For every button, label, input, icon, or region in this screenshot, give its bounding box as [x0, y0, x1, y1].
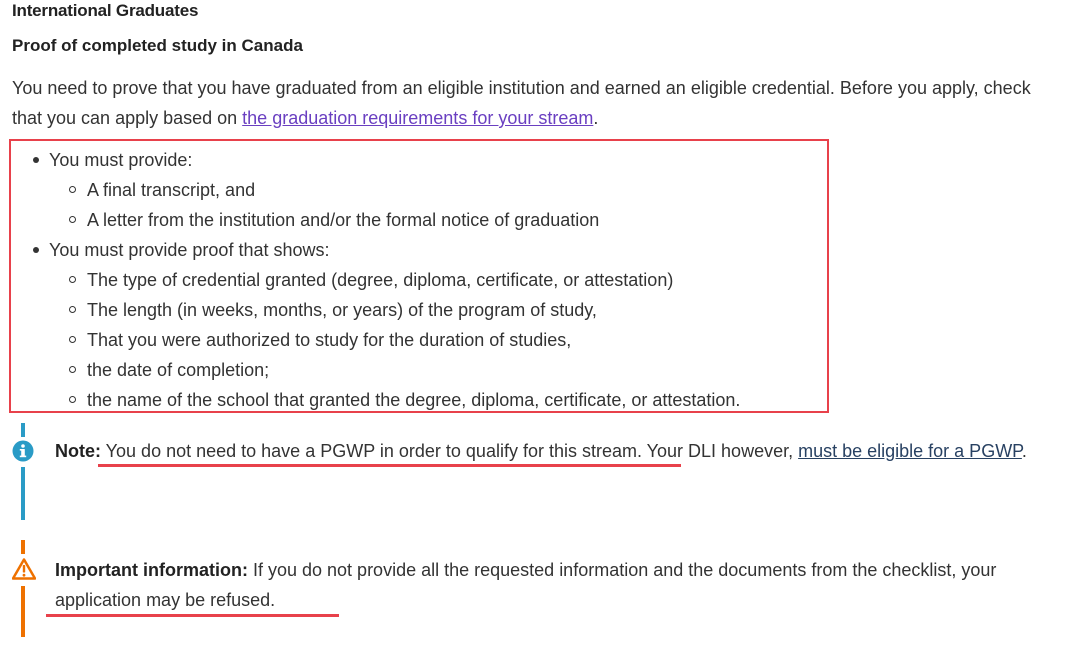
note-text-end: .	[1021, 441, 1027, 461]
list-item-label: You must provide proof that shows:	[49, 240, 330, 260]
intro-text-end: .	[593, 108, 599, 128]
important-bar-top	[21, 540, 25, 554]
important-bar-bottom	[21, 586, 25, 637]
sub-list-item: A letter from the institution and/or the formal notice of graduation	[49, 205, 740, 235]
pgwp-eligibility-link[interactable]: must be eligible for a PGWP	[798, 441, 1022, 461]
sub-list-item: the date of completion;	[49, 355, 740, 385]
important-body: If you do not provide all the requested information and the documents from the checklist, your application may be refused.	[55, 560, 997, 610]
intro-text: You need to prove that you have graduated from an eligible institution and earned an eligible credential. Before you apply, check that you can apply based on	[12, 78, 1031, 128]
sub-list	[49, 265, 740, 415]
list-item	[11, 235, 740, 415]
important-alert	[12, 540, 1052, 637]
important-text	[55, 555, 1045, 615]
warning-icon	[12, 558, 34, 580]
graduation-requirements-link[interactable]: the graduation requirements for your stream	[242, 108, 594, 128]
note-bar-bottom	[21, 467, 25, 520]
requirements-list	[11, 145, 740, 415]
sub-title: Proof of completed study in Canada	[12, 36, 303, 55]
section-title: International Graduates	[12, 1, 199, 20]
note-label: Note:	[55, 441, 101, 461]
sub-list-item: The type of credential granted (degree, diploma, certificate, or attestation)	[49, 265, 740, 295]
list-item	[11, 145, 740, 235]
sub-list-item: A final transcript, and	[49, 175, 740, 205]
note-highlight-underline	[98, 464, 681, 467]
note-text	[55, 436, 1045, 466]
sub-list-item: The length (in weeks, months, or years) of the program of study,	[49, 295, 740, 325]
note-alert	[12, 423, 1052, 520]
info-icon	[12, 440, 34, 462]
important-highlight-underline	[46, 614, 339, 617]
note-body: You do not need to have a PGWP in order to qualify for this stream. Your DLI however,	[101, 441, 799, 461]
sub-list-item: the name of the school that granted the degree, diploma, certificate, or attestation.	[49, 385, 740, 415]
intro-paragraph	[12, 73, 1032, 133]
note-bar-top	[21, 423, 25, 437]
list-item-label: You must provide:	[49, 150, 193, 170]
requirements-highlight-box	[9, 139, 829, 413]
sub-list	[49, 175, 740, 235]
sub-list-item: That you were authorized to study for the duration of studies,	[49, 325, 740, 355]
important-label: Important information:	[55, 560, 248, 580]
